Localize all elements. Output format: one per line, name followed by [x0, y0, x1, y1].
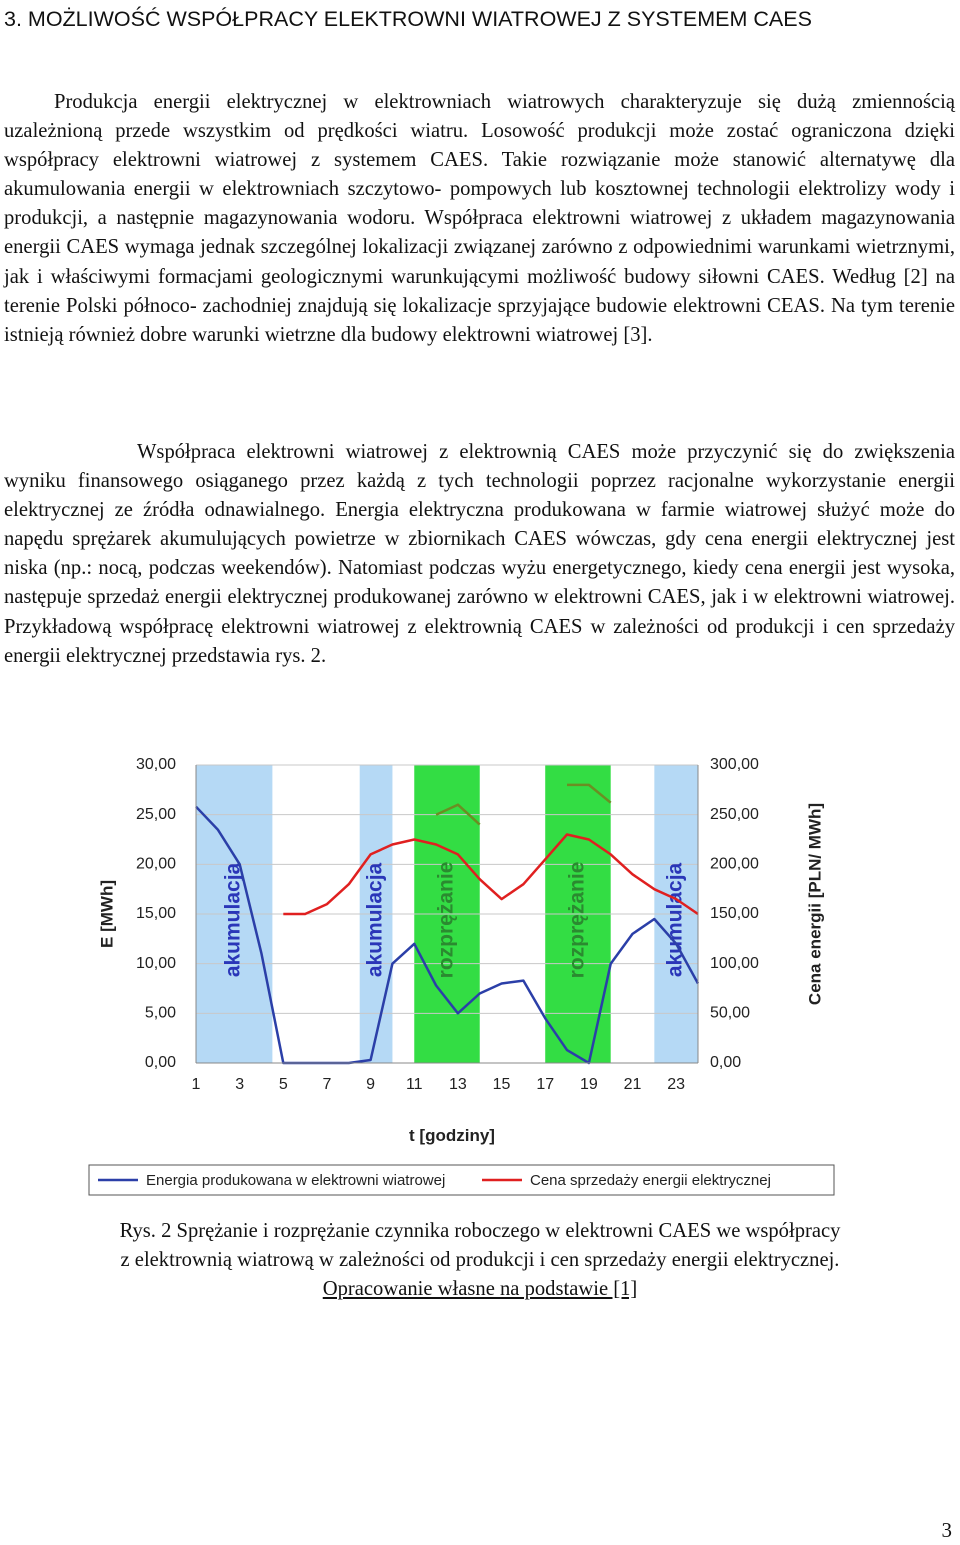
y-tick-right-6: 300,00 — [710, 756, 759, 774]
series-line-1-0 — [283, 835, 698, 915]
legend-label-0: Energia produkowana w elektrowni wiatrowej — [146, 1171, 446, 1189]
y-tick-right-3: 150,00 — [710, 905, 759, 923]
region-label-0: akumulacja — [221, 862, 245, 978]
x-tick-11: 23 — [667, 1076, 686, 1093]
y-tick-right-5: 250,00 — [710, 805, 759, 823]
caption-line-1: Rys. 2 Sprężanie i rozprężanie czynnika roboczego w elektrowni CAES we współpracy — [119, 1220, 841, 1242]
y-tick-right-1: 50,00 — [710, 1004, 751, 1022]
y-tick-left-4: 20,00 — [135, 855, 176, 873]
chart-legend — [89, 1165, 834, 1195]
paragraph-1-text: Produkcja energii elektrycznej w elektrowniach wiatrowych charakteryzuje się dużą zmiennością uzależnioną przede wszystkim od prędkości wiatru. Losowość produkcji może zostać ograniczona dzięki współpracy elektrowni wiatrowej z systemem CAES. Takie rozwiązanie może stanowić alternatywę dla akumulowania energii w elektrowniach szczytowo- pompowych lub kosztownej technologii elektrolizy wody i produkcji, a następnie magazynowania wodoru. Współpraca elektrowni wiatrowej z układem magazynowania energii CAES wymaga jednak szczególnej lokalizacji związanej zarówno z odpowiednimi warunkami wietrznymi, jak i właściwymi formacjami geologicznymi warunkującymi możliwość budowy siłowni CAES. Według [2] na terenie Polski północo- zachodniej znajdują się lokalizacje sprzyjające budowie elektrowni CEAS. Na tym terenie istnieją również dobre warunki wietrzne dla budowy elektrowni wiatrowej [3]. — [4, 91, 955, 346]
x-axis-title: t [godziny] — [409, 1126, 495, 1145]
y-tick-right-2: 100,00 — [710, 954, 759, 972]
paragraph-2 — [4, 438, 955, 671]
y-tick-left-2: 10,00 — [135, 954, 176, 972]
x-tick-7: 15 — [492, 1076, 511, 1093]
section-heading: 3. MOŻLIWOŚĆ WSPÓŁPRACY ELEKTROWNI WIATROWEJ Z SYSTEMEM CAES — [4, 7, 812, 31]
x-tick-3: 7 — [322, 1076, 332, 1093]
figure-chart — [86, 745, 846, 1200]
x-tick-8: 17 — [536, 1076, 555, 1093]
y-tick-left-3: 15,00 — [135, 905, 176, 923]
chart-region-labels — [222, 862, 687, 979]
page-number: 3 — [941, 1518, 952, 1542]
region-label-4: akumulacja — [663, 862, 687, 978]
y-axis-right-title: Cena energii [PLN/ MWh] — [805, 802, 825, 1006]
caption-line-2: z elektrownią wiatrową w zależności od produkcji i cen sprzedaży energii elektrycznej. — [120, 1249, 840, 1271]
x-tick-9: 19 — [579, 1076, 598, 1093]
region-label-1: akumulacja — [363, 862, 387, 978]
paragraph-2-text: Współpraca elektrowni wiatrowej z elektrownią CAES może przyczynić się do zwiększenia wyniku finansowego osiąganego przez każdą z tych technologii poprzez racjonalne wykorzystanie energii elektrycznej ze źródła odnawialnego. Energia elektryczna produkowana w farmie wiatrowej służyć może do napędu sprężarek akumulujących powietrze w zbiornikach CAES wówczas, gdy cena energii elektrycznej jest niska (np.: nocą, podczas weekendów). Natomiast podczas wyżu energetycznego, kiedy cena energii jest wysoka, następuje sprzedaż energii elektrycznej produkowanej zarówno w elektrowni CAES, jak i w elektrowni wiatrowej. Przykładową współpracę elektrowni wiatrowej z elektrownią CAES w zależności od produkcji i cen sprzedaży energii elektrycznej przedstawia rys. 2. — [4, 441, 955, 667]
region-label-3: rozprężanie — [565, 861, 589, 979]
y-tick-left-0: 0,00 — [144, 1054, 176, 1072]
caption-source: Opracowanie własne na podstawie [1] — [322, 1278, 638, 1300]
x-tick-1: 3 — [235, 1076, 245, 1093]
y-tick-left-6: 30,00 — [135, 756, 176, 774]
x-tick-5: 11 — [405, 1076, 423, 1093]
y-tick-left-1: 5,00 — [144, 1004, 176, 1022]
x-tick-0: 1 — [191, 1076, 201, 1093]
legend-label-1: Cena sprzedaży energii elektrycznej — [530, 1171, 771, 1189]
y-tick-right-0: 0,00 — [710, 1054, 742, 1072]
x-tick-10: 21 — [623, 1076, 642, 1093]
x-tick-4: 9 — [366, 1076, 376, 1093]
figure-caption — [0, 1217, 960, 1304]
y-tick-left-5: 25,00 — [135, 805, 176, 823]
x-tick-6: 13 — [449, 1076, 467, 1093]
y-tick-right-4: 200,00 — [710, 855, 759, 873]
region-label-2: rozprężanie — [434, 861, 458, 979]
y-axis-left-title: E [MWh] — [97, 880, 117, 948]
chart-svg — [86, 745, 846, 1200]
x-tick-2: 5 — [278, 1076, 288, 1093]
paragraph-1 — [4, 88, 955, 350]
